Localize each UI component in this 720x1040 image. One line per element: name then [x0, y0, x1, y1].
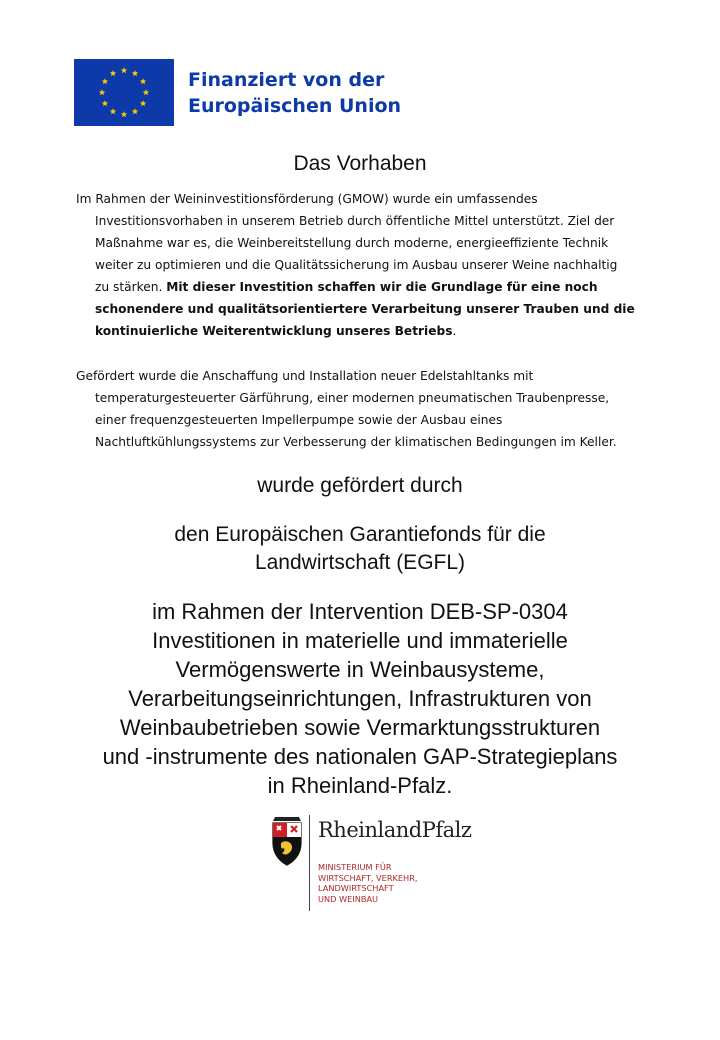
text-line: den Europäischen Garantiefonds für die [174, 523, 546, 546]
rlp-wordmark: RheinlandPfalz [318, 818, 472, 842]
text-line: WIRTSCHAFT, VERKEHR, [318, 872, 418, 883]
project-description [76, 188, 676, 342]
bold-text: schonendere und qualitätsorientiertere Verarbeitung unserer Trauben und die [95, 302, 635, 316]
star-icon [132, 70, 138, 76]
page-title: Das Vorhaben [293, 152, 427, 175]
star-icon [99, 89, 105, 95]
funded-by-heading: wurde gefördert durch [257, 474, 463, 497]
text-line: Investitionsvorhaben in unserem Betrieb durch öffentliche Mittel unterstützt. Ziel der [95, 214, 615, 228]
text-line: Weinbaubetrieben sowie Vermarktungsstrukturen [119, 715, 601, 740]
funded-items-description [76, 365, 676, 453]
eu-logo-line1: Finanziert von der [188, 68, 385, 91]
star-icon [102, 100, 108, 106]
eu-funding-logo [74, 59, 401, 126]
text-line: in Rheinland-Pfalz. [267, 773, 453, 798]
bold-text: Mit dieser Investition schaffen wir die Grundlage für eine noch [166, 280, 598, 294]
star-icon [140, 100, 146, 106]
eu-logo-text [188, 67, 401, 119]
bold-text: kontinuierliche Weiterentwicklung unseres Betriebs [95, 324, 453, 338]
text-line [76, 276, 676, 298]
text-line: Maßnahme war es, die Weinbereitstellung durch moderne, energieeffiziente Technik [95, 236, 609, 250]
text-line: Im Rahmen der Weininvestitionsförderung (GMOW) wurde ein umfassendes [76, 192, 538, 206]
star-icon [110, 70, 116, 76]
text-line: Gefördert wurde die Anschaffung und Installation neuer Edelstahltanks mit [76, 369, 534, 383]
star-icon [121, 111, 127, 117]
text-line: Landwirtschaft (EGFL) [254, 551, 466, 574]
text-line: LANDWIRTSCHAFT [318, 883, 394, 893]
text-line: einer frequenzgesteuerten Impellerpumpe sowie der Ausbau eines [95, 413, 503, 427]
star-icon [102, 78, 108, 84]
text-line: Nachtluftkühlungssystems zur Verbesserung der klimatischen Bedingungen im Keller. [95, 435, 617, 449]
text-line: UND WEINBAU [318, 893, 379, 904]
coat-of-arms-icon [269, 815, 305, 867]
text-fragment: zu stärken. [95, 280, 167, 294]
text-line: Verarbeitungseinrichtungen, Infrastrukturen von [128, 686, 592, 711]
ministry-name [318, 862, 471, 904]
text-line: temperaturgesteuerter Gärführung, einer modernen pneumatischen Traubenpresse, [95, 391, 610, 405]
rlp-ministry-logo [269, 815, 471, 911]
text-line [76, 298, 676, 320]
eu-logo-line2: Europäischen Union [188, 94, 402, 117]
fund-name [40, 521, 680, 577]
text-line: im Rahmen der Intervention DEB-SP-0304 [152, 599, 568, 624]
star-icon [140, 78, 146, 84]
text-line [76, 320, 676, 342]
star-icon [143, 89, 149, 95]
eu-stars-icon [74, 59, 174, 126]
text-line: Investitionen in materielle und immaterielle [152, 628, 568, 653]
text-line: und -instrumente des nationalen GAP-Strategieplans [102, 744, 618, 769]
text-line: weiter zu optimieren und die Qualitätssicherung im Ausbau unserer Weine nachhaltig [95, 258, 618, 272]
rlp-logo-text [318, 815, 471, 911]
star-icon [121, 67, 127, 73]
star-icon [110, 108, 116, 114]
text-fragment: . [452, 324, 457, 338]
text-line: MINISTERIUM FÜR [318, 862, 392, 872]
intervention-description [40, 597, 680, 800]
star-icon [132, 108, 138, 114]
text-line: Vermögenswerte in Weinbausysteme, [175, 657, 545, 682]
logo-divider [309, 815, 310, 911]
eu-flag-icon [74, 59, 174, 126]
